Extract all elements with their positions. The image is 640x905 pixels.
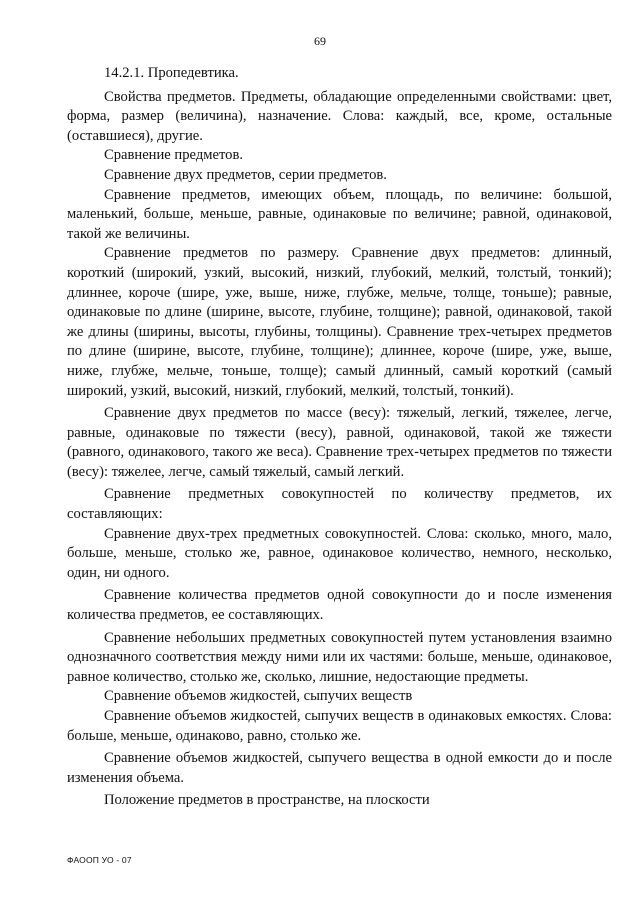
- page-number: 69: [314, 34, 326, 48]
- page-body: [67, 64, 612, 811]
- paragraph-properties: Свойства предметов. Предметы, обладающие определенными свойствами: цвет, форма, размер (величина), назначение. Слова: каждый, все, кроме, остальные (оставшиеся), другие.: [67, 88, 612, 144]
- paragraph-liquids-title: Сравнение объемов жидкостей, сыпучих веществ: [104, 688, 413, 705]
- paragraph-volume-area: Сравнение предметов, имеющих объем, площадь, по величине: большой, маленький, больше, меньше, равные, одинаковые по величине; равной, одинаковой, такой же величины.: [67, 186, 612, 242]
- section-heading: 14.2.1. Пропедевтика.: [104, 65, 239, 81]
- paragraph-size: Сравнение предметов по размеру. Сравнение двух предметов: длинный, короткий (широкий, узкий, высокий, низкий, глубокий, мелкий, толстый, тонкий); длиннее, короче (шире, уже, выше, ниже, глубже, мельче, толще, тоньше); равные, одинаковые по длине (ширине, высоте, глубине, толщине); равной, одинаковой, такой же длины (ширины, высоты, глубины, толщины). Сравнение трех-четырех предметов по длине (ширине, высоте, глубине, толщине); длиннее, короче (шире, уже, выше, ниже, глубже, мельче, тоньше, толще); самый длинный, самый короткий (самый широкий, узкий, высокий, низкий, глубокий, мелкий, толстый, тонкий).: [67, 245, 612, 399]
- paragraph-mass: Сравнение двух предметов по массе (весу): тяжелый, легкий, тяжелее, легче, равные, одинаковые по тяжести (весу), равной, одинаковой, такой же тяжести (равного, одинакового, такого же веса). Сравнение трех-четырех предметов по тяжести (весу): тяжелее, легче, самый тяжелый, самый легкий.: [67, 405, 612, 480]
- paragraph-liquids-same: Сравнение объемов жидкостей, сыпучих веществ в одинаковых емкостях. Слова: больше, меньше, одинаково, равно, столько же.: [67, 708, 612, 744]
- paragraph-before-after: Сравнение количества предметов одной совокупности до и после изменения количества предметов, ее составляющих.: [67, 587, 612, 624]
- paragraph-small-sets: Сравнение небольших предметных совокупностей путем установления взаимно однозначного соответствия между ними или их частями: больше, меньше, одинаковое, равное количество, столько же, сколько, лишние, недостающие предметы.: [67, 629, 612, 685]
- paragraph-liquids-change: Сравнение объемов жидкостей, сыпучего вещества в одной емкости до и после изменения объема.: [67, 750, 612, 786]
- paragraph-comparison-title: Сравнение предметов.: [104, 147, 243, 164]
- paragraph-sets-title: Сравнение предметных совокупностей по количеству предметов, их составляющих:: [67, 486, 612, 523]
- paragraph-position-title: Положение предметов в пространстве, на плоскости: [104, 792, 430, 809]
- paragraph-two-objects: Сравнение двух предметов, серии предметов.: [104, 166, 387, 183]
- footer-code: ФАООП УО - 07: [67, 855, 132, 865]
- paragraph-two-three-sets: Сравнение двух-трех предметных совокупностей. Слова: сколько, много, мало, больше, меньше, столько же, равное, одинаковое количество, немного, несколько, один, ни одного.: [67, 525, 612, 581]
